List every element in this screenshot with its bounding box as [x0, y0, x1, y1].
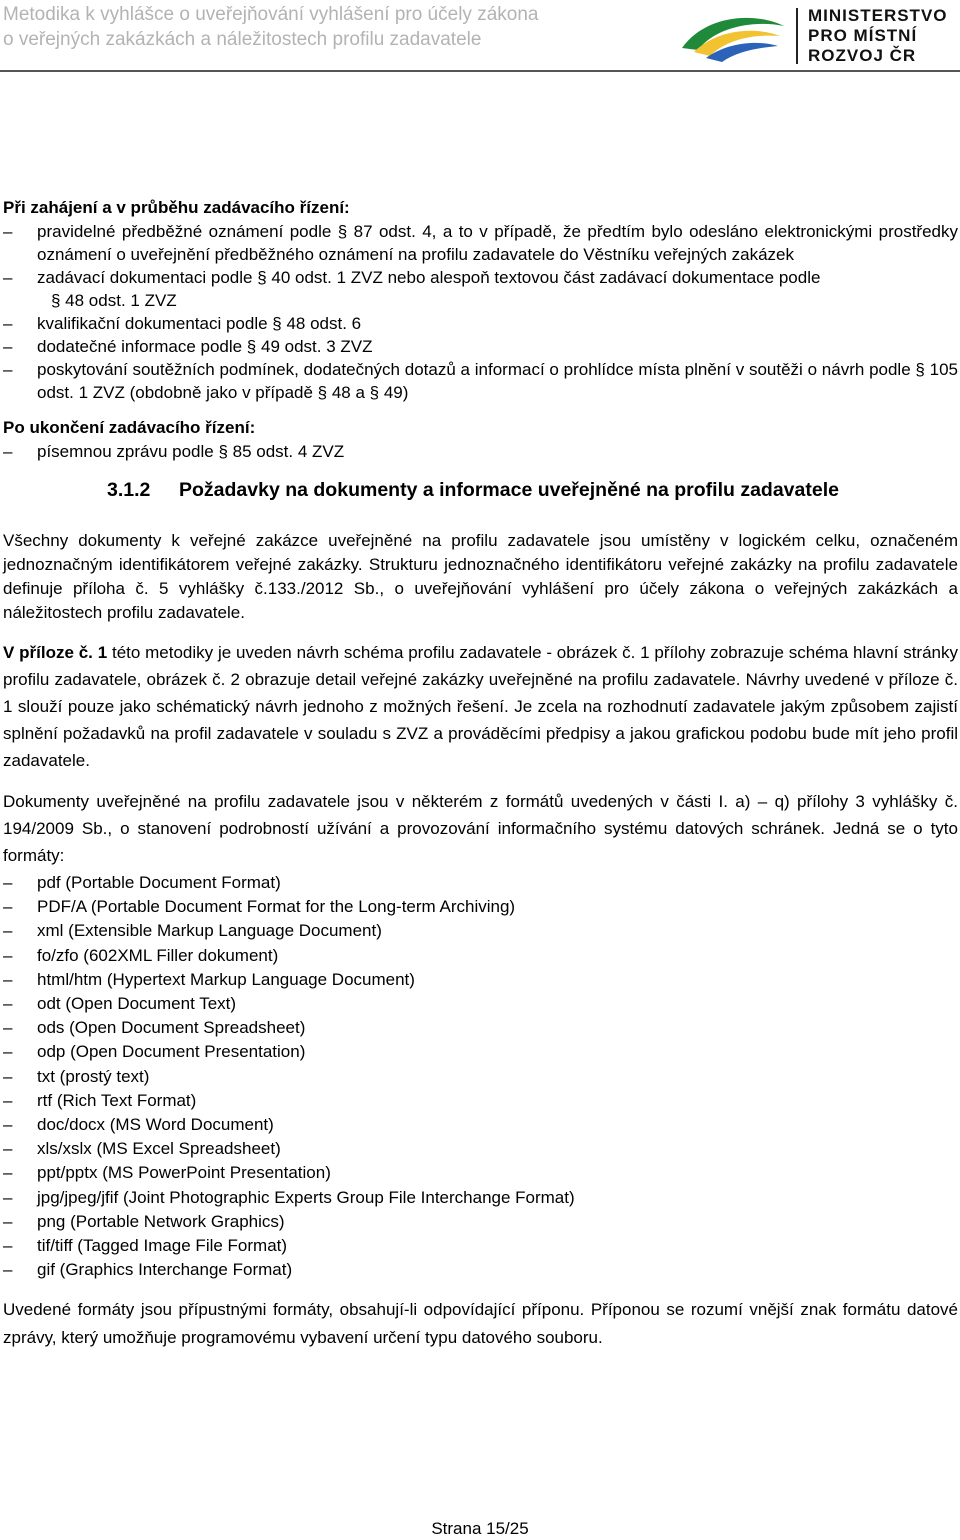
ministry-logo: [676, 2, 960, 68]
page-header: [0, 0, 960, 72]
section-number: 3.1.2: [107, 479, 151, 501]
format-list-item-text: ppt/pptx (MS PowerPoint Presentation): [37, 1163, 331, 1183]
list-item: [3, 266, 958, 312]
format-list-item-text: jpg/jpeg/jfif (Joint Photographic Experts Group File Interchange Format): [37, 1187, 575, 1207]
list-item: [3, 312, 958, 335]
dash-bullet: –: [3, 897, 13, 917]
logo-line1: MINISTERSTVO: [808, 6, 948, 25]
list-item: [3, 220, 958, 266]
format-list-item: [3, 919, 958, 943]
format-list-item-text: png (Portable Network Graphics): [37, 1211, 285, 1231]
format-list-item-text: odt (Open Document Text): [37, 994, 237, 1014]
logo-line2: PRO MÍSTNÍ: [808, 26, 918, 45]
list-item-text: pravidelné předběžné oznámení podle § 87 odst. 4, a to v případě, že předtím bylo odesláno elektronickými prostředky oznámení o uveřejnění předběžného oznámení na profilu zadavatele do Věstníku veřejných zakázek: [37, 222, 958, 264]
format-list-item: [3, 1040, 958, 1064]
dash-bullet: –: [3, 1090, 13, 1110]
dash-bullet: –: [3, 1236, 13, 1256]
logo-line3: ROZVOJ ČR: [808, 46, 917, 65]
ministry-logo-text: [808, 6, 948, 66]
format-list-item: [3, 1137, 958, 1161]
format-list-item-text: tif/tiff (Tagged Image File Format): [37, 1236, 288, 1256]
format-list-item: [3, 1186, 958, 1210]
dash-bullet: –: [3, 969, 13, 989]
dash-bullet: –: [3, 1066, 13, 1086]
header-divider: [0, 70, 960, 72]
ministry-logo-mark-icon: [676, 8, 788, 64]
list-item-text: písemnou zprávu podle § 85 odst. 4 ZVZ: [37, 442, 345, 461]
dash-bullet: –: [3, 1042, 13, 1062]
list-item-text: poskytování soutěžních podmínek, dodatečných dotazů a informací o prohlídce místa plnění v soutěži o návrh podle § 105 odst. 1 ZVZ (obdobně jako v případě § 48 a § 49): [37, 360, 958, 402]
dash-bullet: –: [3, 337, 13, 356]
dash-bullet: –: [3, 1260, 13, 1280]
format-list-item: [3, 968, 958, 992]
format-list-item-text: xml (Extensible Markup Language Document): [37, 921, 382, 941]
paragraph-2: [3, 639, 958, 774]
paragraph-3: Dokumenty uveřejněné na profilu zadavatele jsou v některém z formátů uvedených v části I. a) – q) přílohy 3 vyhlášky č. 194/2009 Sb., o stanovení podrobností užívání a provozování informačního systému datových schránek. Jedná se o tyto formáty:: [3, 792, 958, 865]
format-list-item-text: fo/zfo (602XML Filler dokument): [37, 945, 279, 965]
list-item-text: dodatečné informace podle § 49 odst. 3 ZVZ: [37, 337, 373, 356]
format-list-item: [3, 1234, 958, 1258]
dash-bullet: –: [3, 1139, 13, 1159]
header-title: [3, 2, 538, 52]
format-list-item: [3, 1113, 958, 1137]
format-list-item-text: html/htm (Hypertext Markup Language Document): [37, 969, 415, 989]
format-list-item: [3, 1161, 958, 1185]
section-title: Požadavky na dokumenty a informace uveřejněné na profilu zadavatele: [179, 479, 839, 501]
list-item-text: kvalifikační dokumentaci podle § 48 odst. 6: [37, 314, 362, 333]
format-list-item-text: xls/xslx (MS Excel Spreadsheet): [37, 1139, 281, 1159]
format-list-item: [3, 992, 958, 1016]
format-list-item-text: pdf (Portable Document Format): [37, 873, 281, 892]
dash-bullet: –: [3, 945, 13, 965]
dash-bullet: –: [3, 222, 13, 241]
format-list-item-text: rtf (Rich Text Format): [37, 1090, 197, 1110]
format-list-item-text: ods (Open Document Spreadsheet): [37, 1018, 306, 1038]
paragraph-2-text: této metodiky je uveden návrh schéma profilu zadavatele - obrázek č. 1 přílohy zobrazuje schéma hlavní stránky profilu zadavatele, obrázek č. 2 obrazuje detail veřejné zakázky uveřejněné na profilu zadavatele. Návrhy uvedené v příloze č. 1 slouží pouze jako schématický návrh jednoho z možných řešení. Je zcela na rozhodnutí zadavatele jakým způsobem zajistí splnění požadavků na profil zadavatele v souladu s ZVZ a prováděcími předpisy a jakou grafickou podobu bude mít jeho profil zadavatele.: [3, 643, 958, 770]
paragraph-2-bold: V příloze č. 1: [3, 643, 108, 662]
section-heading: [3, 477, 958, 503]
format-list-item-text: txt (prostý text): [37, 1066, 150, 1086]
dash-bullet: –: [3, 442, 13, 461]
dash-bullet: –: [3, 994, 13, 1014]
dash-bullet: –: [3, 1187, 13, 1207]
format-list-item: [3, 1210, 958, 1234]
dash-bullet: –: [3, 1211, 13, 1231]
list-item-text-continued: § 48 odst. 1 ZVZ: [51, 291, 177, 310]
logo-separator: [796, 8, 798, 64]
list-item: [3, 335, 958, 358]
format-list-item: [3, 944, 958, 968]
section-end-heading: Po ukončení zadávacího řízení:: [3, 418, 256, 437]
paragraph-1: Všechny dokumenty k veřejné zakázce uveřejněné na profilu zadavatele jsou umístěny v logickém celku, označeném jednoznačným identifikátorem veřejné zakázky. Strukturu jednoznačného identifikátoru veřejné zakázky na profilu zadavatele definuje příloha č. 5 vyhlášky č.133./2012 Sb., o uveřejňování vyhlášení pro účely zákona o veřejných zakázkách a náležitostech profilu zadavatele.: [3, 531, 958, 622]
format-list-item-text: gif (Graphics Interchange Format): [37, 1260, 293, 1280]
page-number: Strana 15/25: [431, 1519, 529, 1538]
dash-bullet: –: [3, 921, 13, 941]
section-start-heading: Při zahájení a v průběhu zadávacího řízení:: [3, 198, 350, 217]
dash-bullet: –: [3, 1115, 13, 1135]
header-title-line1: Metodika k vyhlášce o uveřejňování vyhlášení pro účely zákona: [3, 4, 539, 25]
format-list-item-text: odp (Open Document Presentation): [37, 1042, 306, 1062]
format-list-item: [3, 1065, 958, 1089]
format-list-item: [3, 895, 958, 919]
format-list-item: [3, 1089, 958, 1113]
format-list-item-text: doc/docx (MS Word Document): [37, 1115, 274, 1135]
dash-bullet: –: [3, 268, 13, 287]
format-list-item: [3, 1258, 958, 1282]
page-content: [3, 196, 958, 1352]
dash-bullet: –: [3, 314, 13, 333]
format-list-item: [3, 1016, 958, 1040]
dash-bullet: –: [3, 360, 13, 379]
header-title-line2: o veřejných zakázkách a náležitostech profilu zadavatele: [3, 29, 482, 50]
dash-bullet: –: [3, 873, 13, 892]
dash-bullet: –: [3, 1163, 13, 1183]
dash-bullet: –: [3, 1018, 13, 1038]
format-list-item: [3, 871, 958, 895]
paragraph-4: Uvedené formáty jsou přípustnými formáty, obsahují-li odpovídající příponu. Příponou se rozumí vnější znak formátu datové zprávy, který umožňuje programovému vybavení určení typu datového souboru.: [3, 1300, 958, 1348]
format-list-item-text: PDF/A (Portable Document Format for the Long-term Archiving): [37, 897, 516, 917]
list-item-text: zadávací dokumentaci podle § 40 odst. 1 ZVZ nebo alespoň textovou část zadávací dokumentace podle: [37, 268, 821, 287]
list-item: [3, 440, 958, 463]
list-item: [3, 358, 958, 404]
format-list: [3, 871, 958, 1282]
